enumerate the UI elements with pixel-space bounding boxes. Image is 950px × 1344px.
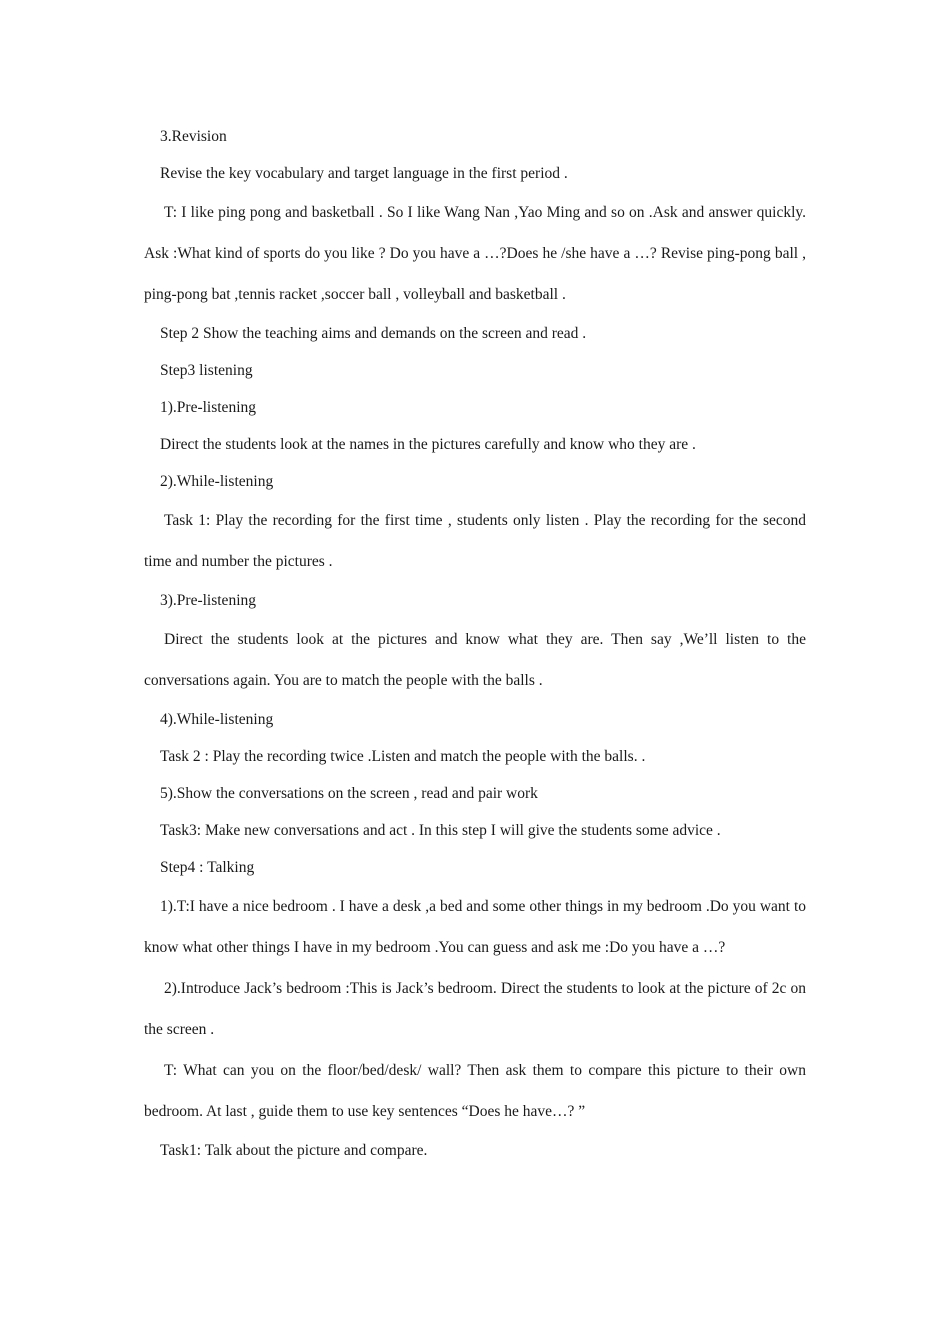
paragraph-compare-picture: T: What can you on the floor/bed/desk/ wall? Then ask them to compare this picture to their own bedroom. At last , guide them to use key sentences “Does he have…? ” <box>144 1062 806 1120</box>
paragraph-show-conversations: 5).Show the conversations on the screen , read and pair work <box>160 785 538 802</box>
paragraph-jacks-bedroom: 2).Introduce Jack’s bedroom :This is Jack’s bedroom. Direct the students to look at the picture of 2c on the screen . <box>144 980 806 1038</box>
heading-step3-listening: Step3 listening <box>160 362 253 379</box>
paragraph-direct-pictures: Direct the students look at the pictures and know what they are. Then say ,We’ll listen to the conversations again. You are to match the people with the balls . <box>144 631 806 689</box>
heading-pre-listening-3: 3).Pre-listening <box>160 592 256 609</box>
paragraph-step2: Step 2 Show the teaching aims and demands on the screen and read . <box>160 325 587 342</box>
heading-pre-listening-1: 1).Pre-listening <box>160 399 256 416</box>
heading-step4-talking: Step4 : Talking <box>160 859 255 876</box>
heading-while-listening-4: 4).While-listening <box>160 711 274 728</box>
paragraph-revise-vocabulary: Revise the key vocabulary and target language in the first period . <box>160 165 568 182</box>
paragraph-task1-listening: Task 1: Play the recording for the first time , students only listen . Play the recording for the second time and number the pictures . <box>144 512 806 570</box>
paragraph-task1-talk: Task1: Talk about the picture and compare. <box>160 1142 428 1159</box>
heading-while-listening-2: 2).While-listening <box>160 473 274 490</box>
heading-revision: 3.Revision <box>160 128 227 145</box>
paragraph-direct-names: Direct the students look at the names in the pictures carefully and know who they are . <box>160 436 696 453</box>
document-page <box>144 118 806 1169</box>
paragraph-teacher-bedroom: 1).T:I have a nice bedroom . I have a desk ,a bed and some other things in my bedroom .Do you want to know what other things I have in my bedroom .You can guess and ask me :Do you have a …? <box>144 898 806 956</box>
paragraph-teacher-intro: T: I like ping pong and basketball . So I like Wang Nan ,Yao Ming and so on .Ask and answer quickly. Ask :What kind of sports do you like ? Do you have a …?Does he /she have a …? Revise ping-pong ball , ping-pong bat ,tennis racket ,soccer ball , volleyball and basketball . <box>144 204 806 303</box>
paragraph-task3: Task3: Make new conversations and act . In this step I will give the students some advice . <box>160 822 721 839</box>
paragraph-task2-listening: Task 2 : Play the recording twice .Listen and match the people with the balls. . <box>160 748 646 765</box>
